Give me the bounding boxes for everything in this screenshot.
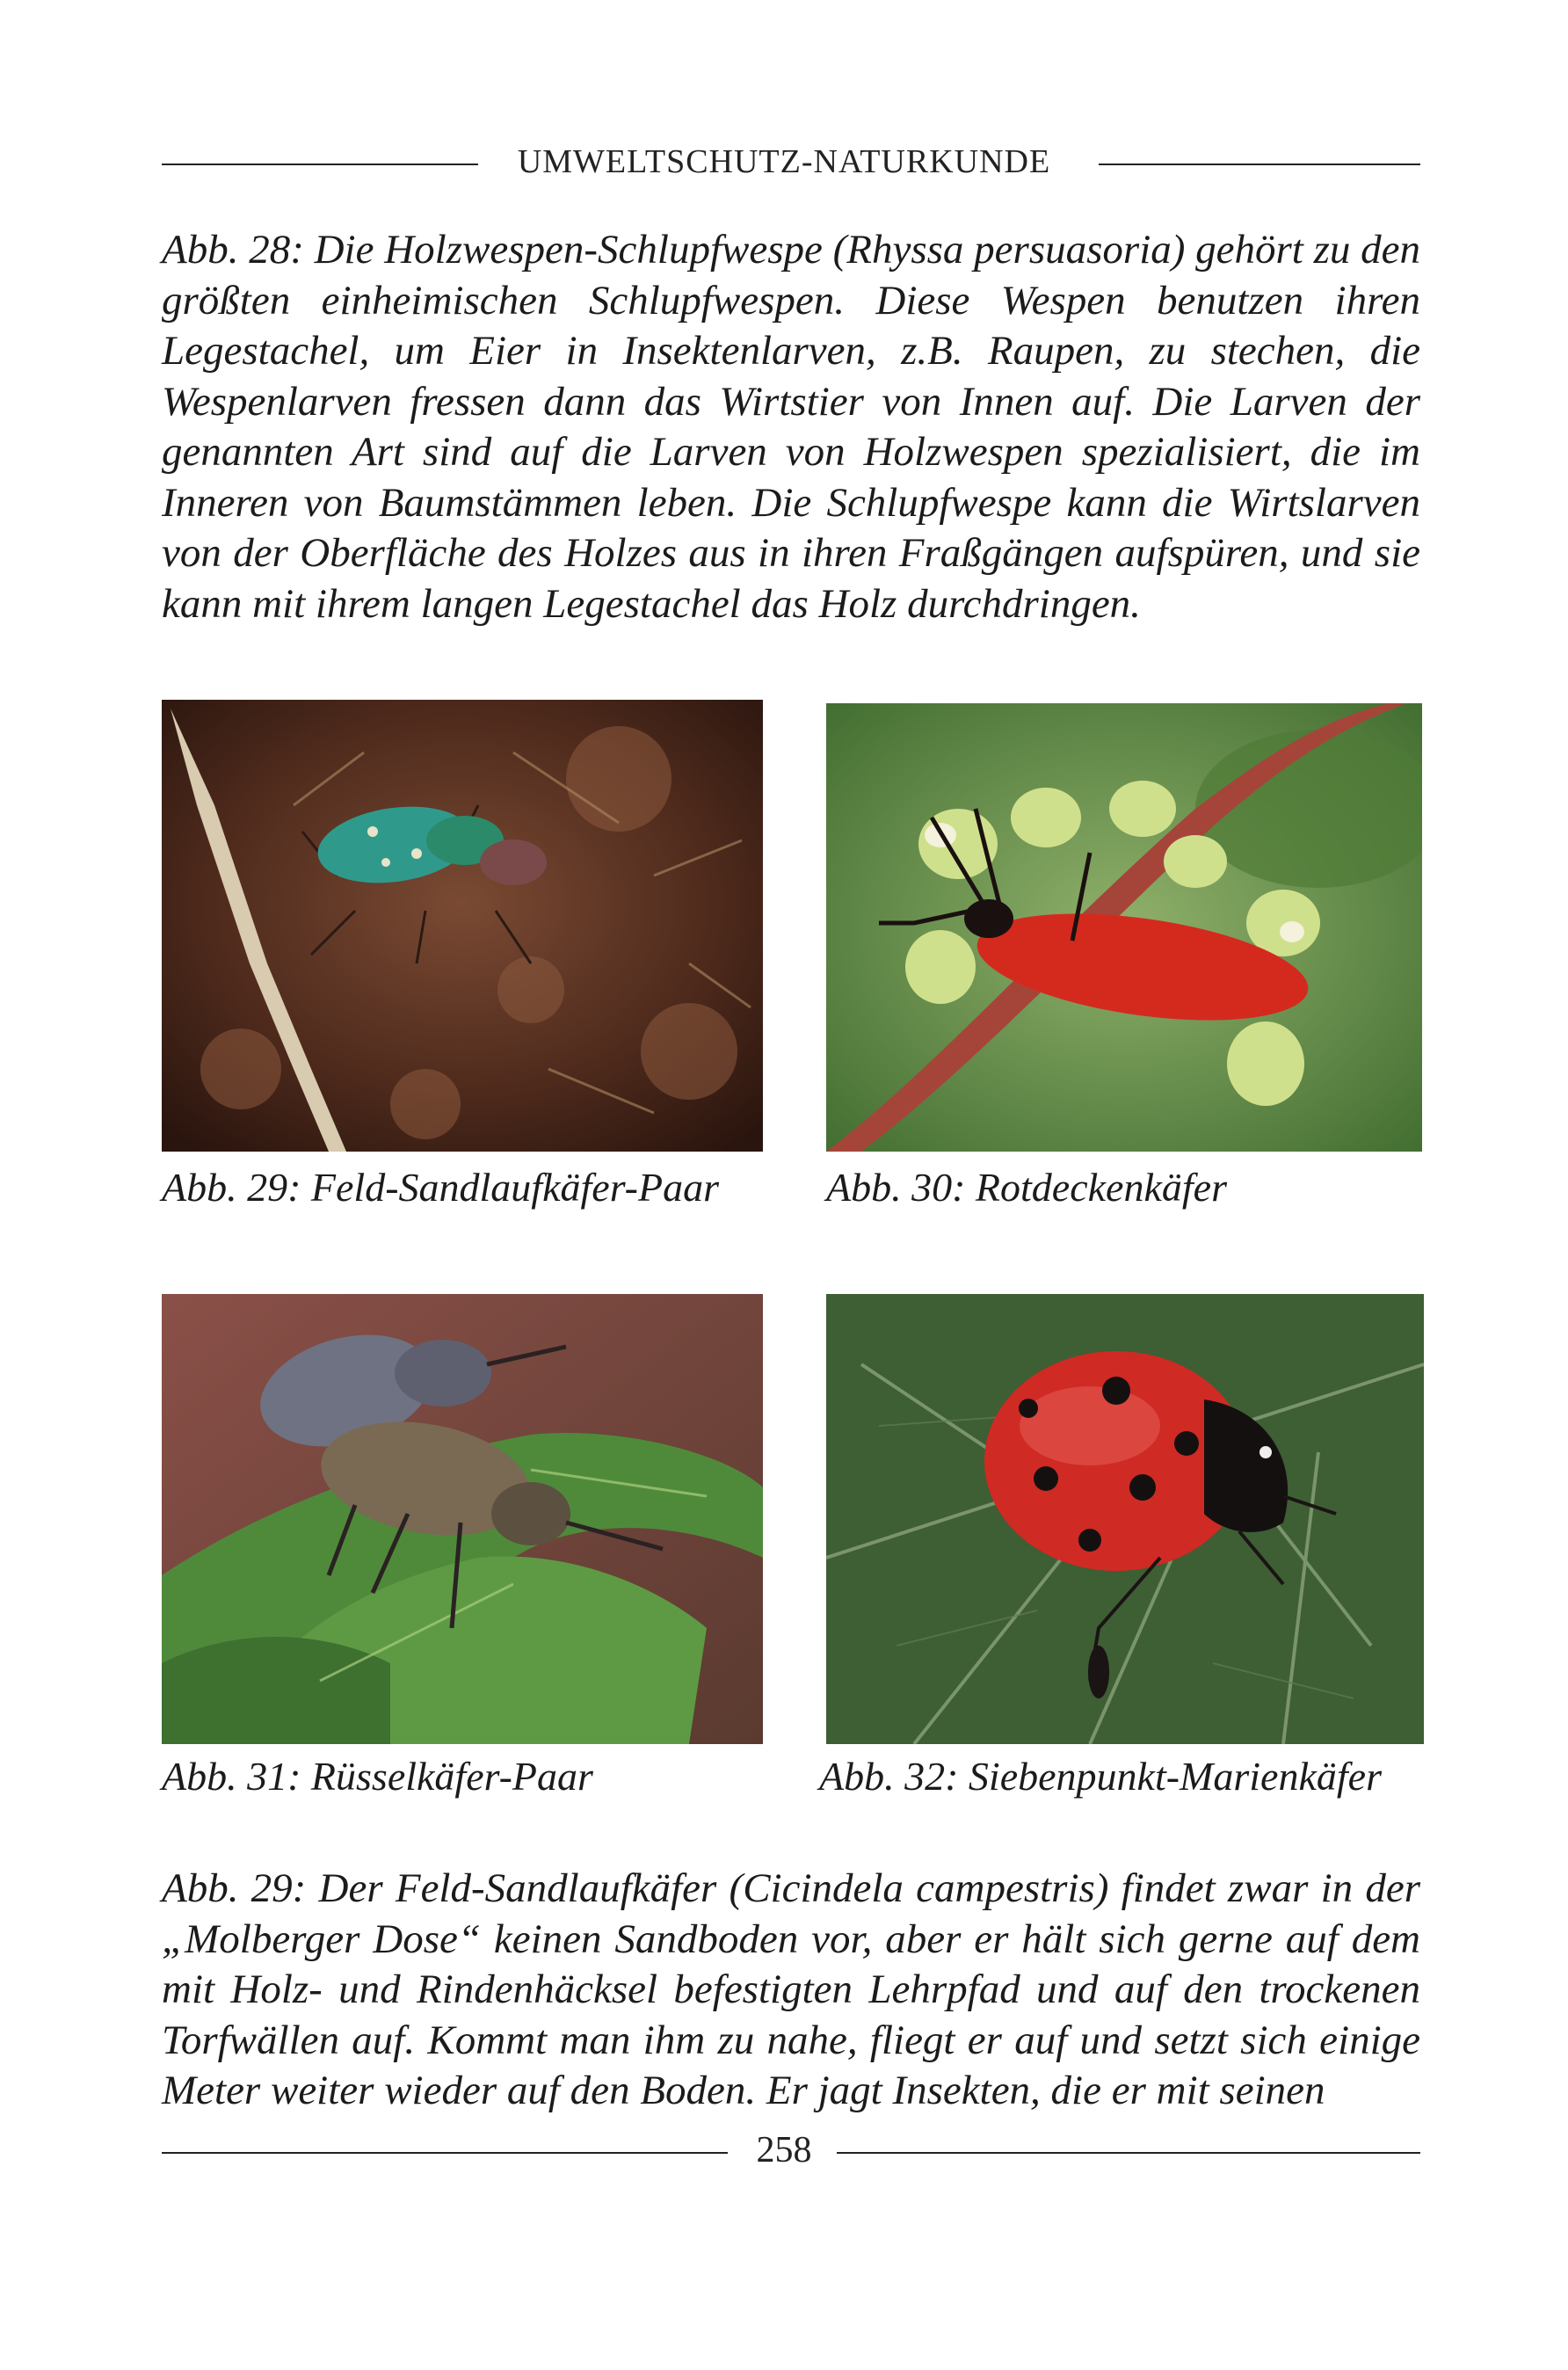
closing-paragraph: Abb. 29: Der Feld-Sandlaufkäfer (Cicindela campestris) findet zwar in der „Molberger Dose“ keinen Sandboden vor, aber er hält sich gerne auf dem mit Holz- und Rindenhäcksel befestigten Lehrpfad und auf den trockenen Torfwällen auf. Kommt man ihm zu nahe, fliegt er auf und setzt sich einige Meter weiter wieder auf den Boden. Er jagt Insekten, die er mit seinen (162, 1865, 1420, 2113)
running-header: UMWELTSCHUTZ-NATURKUNDE (517, 143, 1051, 180)
figure-caption-31: Abb. 31: Rüsselkäfer-Paar (162, 1754, 593, 1799)
intro-paragraph: Abb. 28: Die Holzwespen-Schlupfwespe (Rhyssa persuasoria) gehört zu den größten einheimischen Schlupfwespen. Diese Wespen benutzen ihren Legestachel, um Eier in Insektenlarven, z.B. Raupen, zu stechen, die Wespenlarven fressen dann das Wirtstier von Innen auf. Die Larven der genannten Art sind auf die Larven von Holzwespen spezialisiert, die im Inneren von Baumstämmen leben. Die Schlupfwespe kann die Wirtslarven von der Oberfläche des Holzes aus in ihren Fraßgängen aufspüren, und sie kann mit ihrem langen Legestachel das Holz durchdringen. (162, 227, 1421, 627)
photo-seven-spot-ladybird (826, 1294, 1424, 1744)
header-rule-right (1099, 164, 1420, 165)
figure-caption-32: Abb. 32: Siebenpunkt-Marienkäfer (819, 1754, 1382, 1799)
figure-caption-29: Abb. 29: Feld-Sandlaufkäfer-Paar (162, 1165, 720, 1210)
footer-rule-right (837, 2152, 1420, 2154)
page-number: 258 (756, 2130, 812, 2170)
photo-weevil-pair (162, 1294, 763, 1744)
photo-red-cardinal-beetle (826, 703, 1422, 1152)
figure-caption-30: Abb. 30: Rotdeckenkäfer (826, 1165, 1227, 1210)
photo-tiger-beetle-pair (162, 700, 763, 1152)
